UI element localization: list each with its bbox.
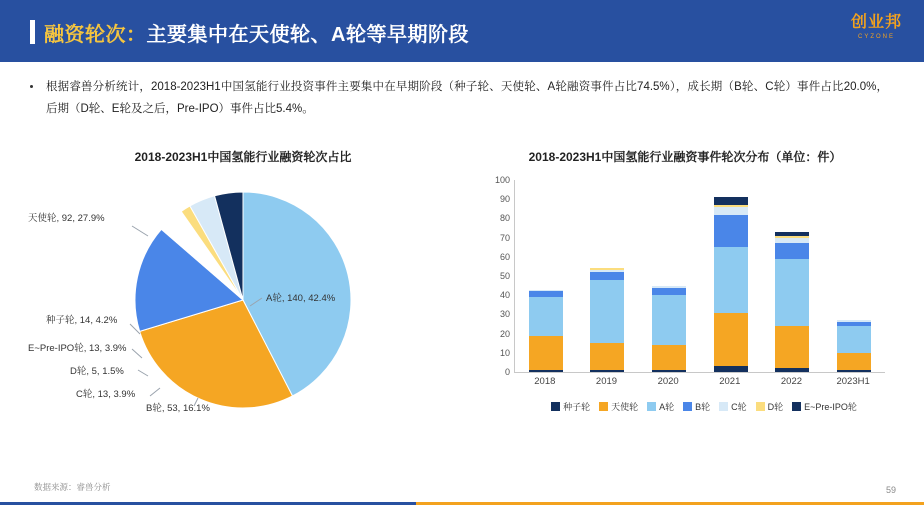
pie-label-b: B轮, 53, 16.1% (146, 403, 210, 414)
pie-chart-panel (28, 148, 458, 448)
summary-bullet-text: 根据睿兽分析统计，2018-2023H1中国氢能行业投资事件主要集中在早期阶段（种子轮、天使轮、A轮融资事件占比74.5%），成长期（B轮、C轮）事件占比20.0%，后期（D轮、E轮及之后，Pre-IPO）事件占比5.4%。 (46, 81, 888, 115)
x-axis-labels (514, 376, 884, 387)
bar-stack (837, 320, 871, 372)
pie-label-c: C轮, 13, 3.9% (76, 389, 136, 400)
bar-segment (529, 297, 563, 335)
legend-label: B轮 (695, 402, 711, 412)
bar-stack (775, 232, 809, 372)
legend-item (647, 400, 674, 413)
pie-chart-title: 2018-2023H1中国氢能行业融资轮次占比 (134, 150, 352, 164)
y-tick-label: 0 (504, 367, 510, 377)
brand-logo (851, 14, 902, 40)
y-tick-label: 80 (499, 213, 510, 224)
legend-label: E~Pre-IPO轮 (804, 402, 857, 412)
brand-logo-sub: CYZONE (857, 34, 895, 40)
pie-label-angel: 天使轮, 92, 27.9% (28, 213, 105, 224)
bar-segment (714, 247, 748, 312)
brand-logo-name: 创业邦 (850, 14, 902, 31)
legend-label: D轮 (767, 402, 784, 412)
legend-item (683, 400, 710, 413)
x-tick-label: 2018 (534, 376, 556, 387)
bar-stack (529, 290, 563, 373)
y-tick-label: 30 (499, 309, 510, 320)
bar-segment (590, 343, 624, 370)
bar-segment (714, 313, 748, 367)
bar-segment (714, 197, 748, 205)
bar-chart-title: 2018-2023H1中国氢能行业融资事件轮次分布（单位：件） (528, 150, 842, 164)
y-tick-label: 90 (499, 194, 510, 205)
bar-segment (590, 370, 624, 372)
page-title-rest: 主要集中在天使轮、A轮等早期阶段 (146, 24, 469, 46)
page-title-prefix: 融资轮次： (44, 24, 147, 46)
pie-label-seed: 种子轮, 14, 4.2% (46, 315, 118, 326)
bar-segment (775, 368, 809, 372)
page-number: 59 (885, 485, 896, 495)
bar-segment (652, 370, 686, 372)
legend-swatch (719, 402, 728, 411)
legend-item (599, 400, 638, 413)
header-accent-bar (30, 20, 35, 44)
source-note: 数据来源：睿兽分析 (34, 482, 111, 492)
y-tick-label: 20 (499, 328, 510, 339)
bar-segment (775, 259, 809, 326)
bar-segment (837, 353, 871, 370)
bar-segment (714, 207, 748, 215)
bar-segment (652, 295, 686, 345)
legend-swatch (599, 402, 608, 411)
legend-swatch (551, 402, 560, 411)
bar-stack (652, 286, 686, 372)
legend-label: 种子轮 (563, 402, 591, 412)
bar-segment (590, 272, 624, 280)
bar-segment (775, 326, 809, 368)
bar-segment (652, 345, 686, 370)
bar-segment (714, 366, 748, 372)
legend-label: 天使轮 (611, 402, 639, 412)
bar-stack (714, 197, 748, 372)
y-tick-label: 70 (499, 232, 510, 243)
x-tick-label: 2022 (780, 376, 803, 387)
legend-swatch (792, 402, 801, 411)
bar-series-container (515, 180, 885, 372)
legend-item (792, 400, 857, 413)
x-tick-label: 2019 (595, 376, 618, 387)
bar-chart-plot (494, 175, 885, 377)
pie-label-d: D轮, 5, 1.5% (70, 366, 124, 377)
y-tick-label: 100 (494, 175, 510, 185)
summary-bullet (28, 76, 888, 120)
footer-accent-line (0, 502, 924, 505)
legend-item (719, 400, 747, 413)
bar-segment (529, 336, 563, 371)
bar-segment (837, 370, 871, 372)
bar-segment (590, 280, 624, 343)
pie-label-a: A轮, 140, 42.4% (266, 293, 336, 304)
bullet-dot-icon (30, 85, 33, 88)
x-tick-label: 2023H1 (836, 376, 870, 387)
bar-segment (837, 326, 871, 353)
bar-segment (775, 243, 809, 258)
legend-swatch (683, 402, 692, 411)
page-title (44, 18, 469, 47)
y-tick-label: 40 (499, 290, 510, 301)
bar-segment (714, 215, 748, 248)
legend-swatch (647, 402, 656, 411)
pie-leader-lines (28, 148, 458, 448)
legend-label: A轮 (659, 402, 675, 412)
y-tick-label: 10 (499, 347, 510, 358)
legend-item (551, 400, 590, 413)
x-tick-label: 2021 (719, 376, 741, 387)
bar-stack (590, 268, 624, 372)
bar-chart-legend (514, 400, 894, 413)
x-tick-label: 2020 (657, 376, 679, 387)
legend-swatch (756, 402, 765, 411)
bar-segment (652, 288, 686, 296)
bar-chart-panel (470, 148, 900, 448)
slide-header (0, 0, 924, 62)
pie-label-epreipo: E~Pre-IPO轮, 13, 3.9% (28, 343, 127, 354)
y-tick-label: 60 (499, 251, 510, 262)
legend-item (756, 400, 784, 413)
legend-label: C轮 (731, 402, 747, 412)
y-tick-label: 50 (499, 271, 510, 281)
bar-segment (529, 370, 563, 372)
